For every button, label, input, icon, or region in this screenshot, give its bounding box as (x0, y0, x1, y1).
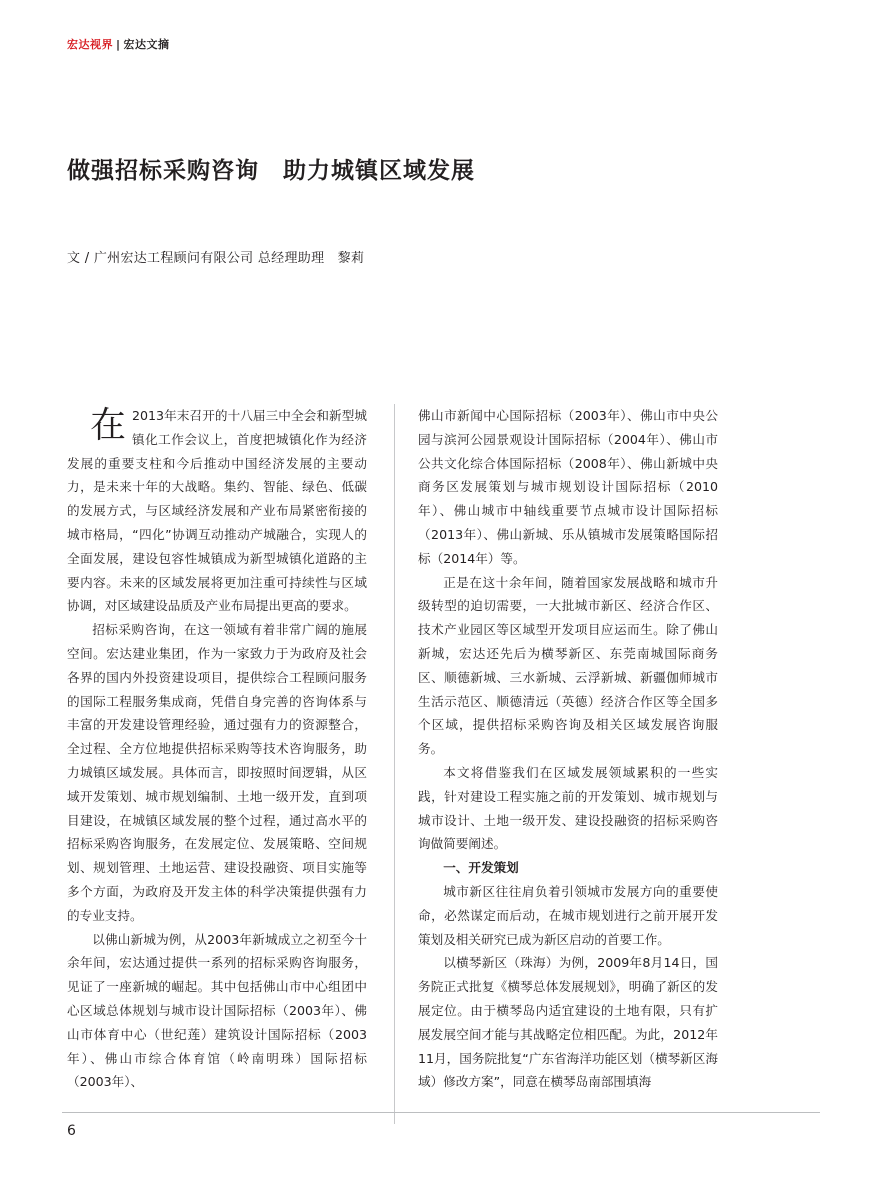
footer-rule (62, 1112, 820, 1113)
running-header (67, 36, 170, 52)
paragraph: 城市新区往往肩负着引领城市发展方向的重要使命，必然谋定而后动，在城市规划进行之前开展开发策划及相关研究已成为新区启动的首要工作。 (418, 883, 718, 947)
left-column (67, 404, 367, 1094)
drop-cap: 在 (90, 405, 127, 446)
paragraph: 2013年末召开的十八届三中全会和新型城镇化工作会议上，首度把城镇化作为经济发展的重要支柱和今后推动中国经济发展的主要动力，是未来十年的大战略。集约、智能、绿色、低碳的发展方式，与区域经济发展和产业布局紧密衔接的城市格局，“四化”协调互动推动产城融合，实现人的全面发展，建设包容性城镇成为新型城镇化道路的主要内容。未来的区域发展将更加注重可持续性与区域协调，对区域建设品质及产业布局提出更高的要求。 (67, 408, 367, 614)
paragraph: 以横琴新区（珠海）为例，2009年8月14日，国务院正式批复《横琴总体发展规划》，明确了新区的发展定位。由于横琴岛内适宜建设的土地有限，只有扩展发展空间才能与其战略定位相匹配。为此，2012年11月，国务院批复“广东省海洋功能区划（横琴新区海域）修改方案”，同意在横琴岛南部围填海 (418, 955, 718, 1090)
section-heading: 一、开发策划 (443, 860, 519, 876)
paragraph: 以佛山新城为例，从2003年新城成立之初至今十余年间，宏达通过提供一系列的招标采购咨询服务，见证了一座新城的崛起。其中包括佛山市中心组团中心区域总体规划与城市设计国际招标（2003年）、佛山市体育中心（世纪莲）建筑设计国际招标（2003年）、佛山市综合体育馆（岭南明珠）国际招标（2003年）、 (67, 931, 367, 1090)
header-section: 宏达文摘 (123, 38, 170, 51)
page-number: 6 (67, 1123, 76, 1139)
column-divider (394, 404, 395, 1124)
paragraph: 本文将借鉴我们在区域发展领域累积的一些实践，针对建设工程实施之前的开发策划、城市规划与城市设计、土地一级开发、建设投融资的招标采购咨询做简要阐述。 (418, 764, 718, 852)
paragraph: 招标采购咨询，在这一领域有着非常广阔的施展空间。宏达建业集团，作为一家致力于为政府及社会各界的国内外投资建设项目，提供综合工程顾问服务的国际工程服务集成商，凭借自身完善的咨询体系与丰富的开发建设管理经验，通过强有力的资源整合，全过程、全方位地提供招标采购等技术咨询服务，助力城镇区域发展。具体而言，即按照时间逻辑，从区域开发策划、城市规划编制、土地一级开发，直到项目建设，在城镇区域发展的整个过程，通过高水平的招标采购咨询服务，在发展定位、发展策略、空间规划、规划管理、土地运营、建设投融资、项目实施等多个方面，为政府及开发主体的科学决策提供强有力的专业支持。 (67, 622, 367, 923)
header-separator: | (116, 38, 121, 51)
right-column (418, 404, 718, 1094)
paragraph: 正是在这十余年间，随着国家发展战略和城市升级转型的迫切需要，一大批城市新区、经济合作区、技术产业园区等区域型开发项目应运而生。除了佛山新城，宏达还先后为横琴新区、东莞南城国际商务区、顺德新城、三水新城、云浮新城、新疆伽师城市生活示范区、顺德清远（英德）经济合作区等全国多个区域，提供招标采购咨询及相关区域发展咨询服务。 (418, 574, 718, 757)
paragraph: 佛山市新闻中心国际招标（2003年）、佛山市中央公园与滨河公园景观设计国际招标（2004年）、佛山市公共文化综合体国际招标（2008年）、佛山新城中央商务区发展策划与城市规划设计国际招标（2010年）、佛山城市中轴线重要节点城市设计国际招标（2013年）、佛山新城、乐从镇城市发展策略国际招标（2014年）等。 (418, 408, 718, 566)
header-brand: 宏达视界 (67, 38, 113, 51)
author-byline: 文 / 广州宏达工程顾问有限公司 总经理助理 黎莉 (67, 251, 365, 266)
article-title: 做强招标采购咨询 助力城镇区域发展 (67, 158, 475, 184)
